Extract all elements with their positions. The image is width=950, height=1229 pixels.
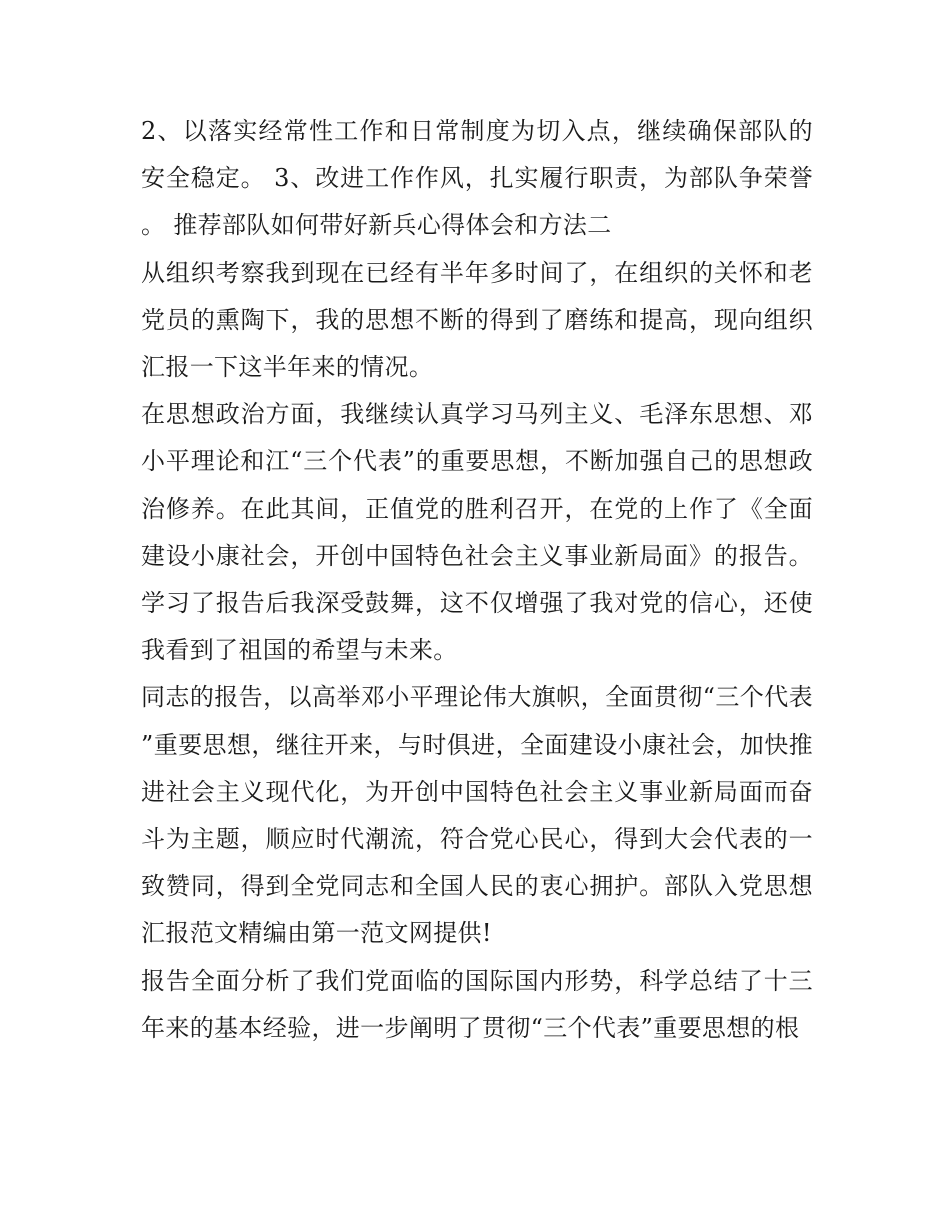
paragraph-4: 同志的报告，以高举邓小平理论伟大旗帜，全面贯彻“三个代表”重要思想，继往开来，与时俱进，全面建设小康社会，加快推进社会主义现代化，为开创中国特色社会主义事业新局面而奋斗为主题，顺应时代潮流，符合党心民心，得到大会代表的一致赞同，得到全党同志和全国人民的衷心拥护。部队入党思想汇报范文精编由第一范文网提供! [141,683,813,948]
paragraph-5: 报告全面分析了我们党面临的国际国内形势，科学总结了十三年来的基本经验，进一步阐明了贯彻“三个代表”重要思想的根 [141,966,813,1042]
paragraph-1: 2、以落实经常性工作和日常制度为切入点，继续确保部队的安全稳定。 3、改进工作作风，扎实履行职责，为部队争荣誉。 推荐部队如何带好新兵心得体会和方法二 [141,117,813,240]
paragraph-2: 从组织考察我到现在已经有半年多时间了，在组织的关怀和老党员的熏陶下，我的思想不断的得到了磨练和提高，现向组织汇报一下这半年来的情况。 [141,258,813,382]
paragraph-3: 在思想政治方面，我继续认真学习马列主义、毛泽东思想、邓小平理论和江“三个代表”的重要思想，不断加强自己的思想政治修养。在此其间，正值党的胜利召开，在党的上作了《全面建设小康社会，开创中国特色社会主义事业新局面》的报告。学习了报告后我深受鼓舞，这不仅增强了我对党的信心，还使我看到了祖国的希望与未来。 [141,400,813,665]
document-body [141,108,813,1052]
